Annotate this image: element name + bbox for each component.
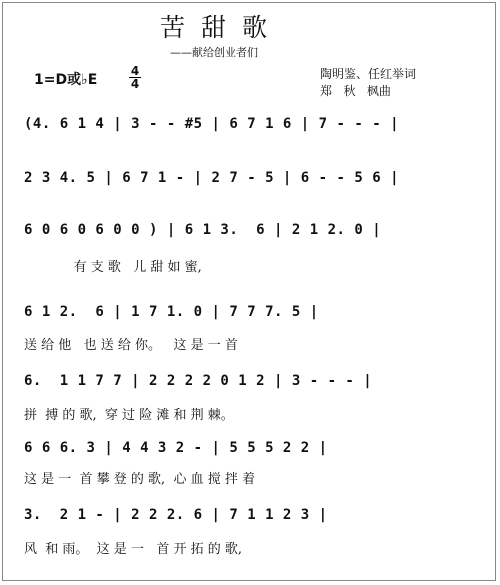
composer: 郑 秋 枫曲 xyxy=(320,84,391,98)
score-line-4: 6 1 2. 6 | 1 7 1. 0 | 7 7 7. 5 | xyxy=(24,304,319,320)
time-signature xyxy=(129,65,141,90)
credits xyxy=(320,66,416,100)
lyric-line-6: 这 是 一 首 攀 登 的 歌, 心 血 搅 拌 着 xyxy=(24,472,255,487)
meter-top: 4 xyxy=(130,64,140,78)
score-line-3: 6 0 6 0 6 0 0 ) | 6 1 3. 6 | 2 1 2. 0 | xyxy=(24,222,382,238)
score-line-7: 3. 2 1 - | 2 2 2. 6 | 7 1 1 2 3 | xyxy=(24,507,328,523)
song-subtitle: ——献给创业者们 xyxy=(170,46,258,59)
lyricist: 陶明鉴、任红举词 xyxy=(320,67,417,81)
score-line-2: 2 3 4. 5 | 6 7 1 - | 2 7 - 5 | 6 - - 5 6 | xyxy=(24,170,400,186)
lyric-line-7: 风 和 雨。 这 是 一 首 开 拓 的 歌, xyxy=(24,542,242,557)
score-line-5: 6. 1 1 7 7 | 2 2 2 2 0 1 2 | 3 - - - | xyxy=(24,373,373,389)
score-line-1: (4. 6 1 4 | 3 - - #5 | 6 7 1 6 | 7 - - - | xyxy=(24,116,400,132)
meter-bottom: 4 xyxy=(130,77,140,91)
lyric-line-4: 送 给 他 也 送 给 你。 这 是 一 首 xyxy=(24,338,238,353)
key-signature: 1=D或♭E xyxy=(34,72,98,88)
song-title: 苦甜歌 xyxy=(160,13,284,42)
score-line-6: 6 6 6. 3 | 4 4 3 2 - | 5 5 5 2 2 | xyxy=(24,440,328,456)
lyric-line-5: 拼 搏 的 歌, 穿 过 险 滩 和 荆 棘。 xyxy=(24,408,234,423)
lyric-line-3: 有 支 歌 儿 甜 如 蜜, xyxy=(24,260,202,275)
